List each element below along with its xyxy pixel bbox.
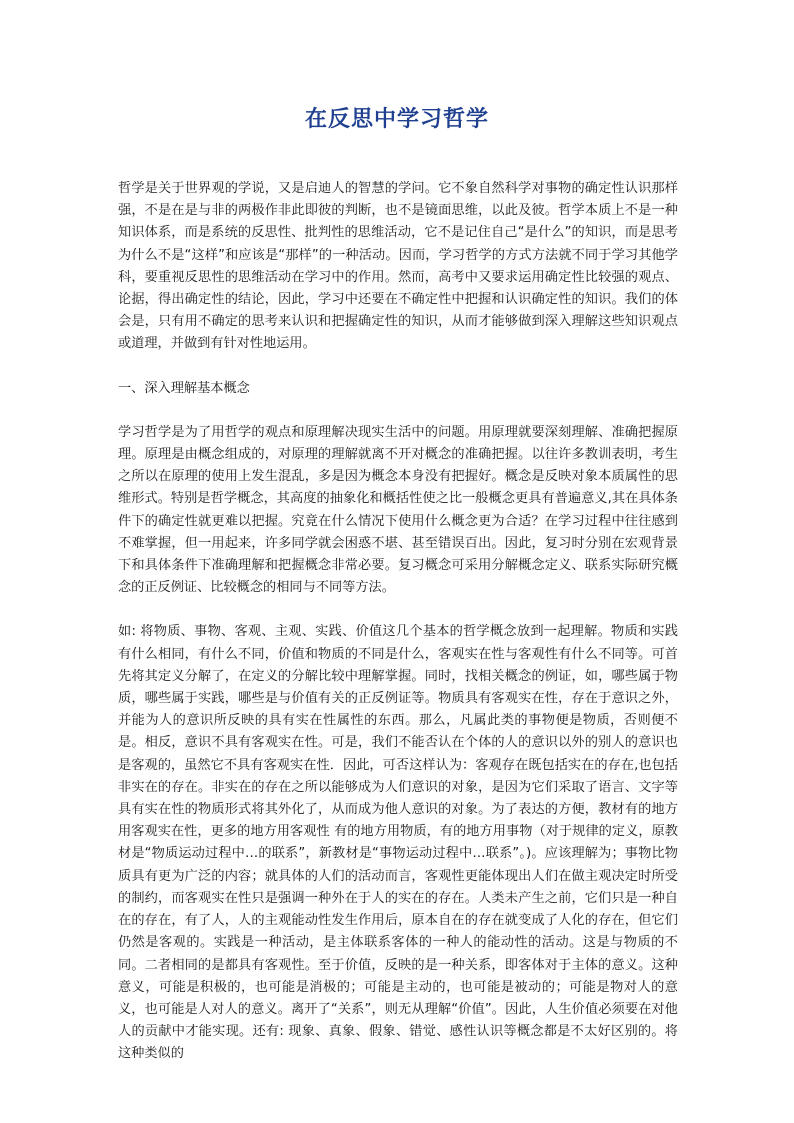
document-title: 在反思中学习哲学 [304,106,489,132]
section1-paragraph-1: 学习哲学是为了用哲学的观点和原理解决现实生活中的问题。用原理就要深刻理解、准确把握原理。原理是由概念组成的，对原理的理解就离不开对概念的准确把握。以往许多教训表明，考生之所以在原理的使用上发生混乱，多是因为概念本身没有把握好。概念是反映对象本质属性的思维形式。特别是哲学概念，其高度的抽象化和概括性使之比一般概念更具有普遍意义,其在具体条件下的确定性就更难以把握。究竟在什么情况下使用什么概念更为合适？在学习过程中往往感到不难掌握，但一用起来，许多同学就会困惑不堪、甚至错误百出。因此，复习时分别在宏观背景下和具体条件下准确理解和把握概念非常必要。复习概念可采用分解概念定义、联系实际研究概念的正反例证、比较概念的相同与不同等方法。 [118,424,678,596]
intro-paragraph: 哲学是关于世界观的学说，又是启迪人的智慧的学问。它不象自然科学对事物的确定性认识那样强，不是在是与非的两极作非此即彼的判断，也不是镜面思维，以此及彼。哲学本质上不是一种知识体系，而是系统的反思性、批判性的思维活动，它不是记住自己“是什么”的知识，而是思考为什么不是“这样”和应该是“那样”的一种活动。因而，学习哲学的方式方法就不同于学习其他学科，要重视反思性的思维活动在学习中的作用。然而，高考中又要求运用确定性比较强的观点、论据，得出确定性的结论，因此，学习中还要在不确定性中把握和认识确定性的知识。我们的体会是，只有用不确定的思考来认识和把握确定性的知识，从而才能够做到深入理解这些知识观点或道理，并做到有针对性地运用。 [118,181,678,352]
section1-paragraph-2: 如: 将物质、事物、客观、主观、实践、价值这几个基本的哲学概念放到一起理解。物质和实践有什么相同，有什么不同，价值和物质的不同是什么，客观实在性与客观性有什么不同等。可首先将其定义分解了，在定义的分解比较中理解掌握。同时，找相关概念的例证，如，哪些属于物质，哪些属于实践，哪些是与价值有关的正反例证等。物质具有客观实在性，存在于意识之外，并能为人的意识所反映的具有实在性属性的东西。那么，凡属此类的事物便是物质，否则便不是。相反，意识不具有客观实在性。可是，我们不能否认在个体的人的意识以外的别人的意识也是客观的，虽然它不具有客观实在性．因此，可否这样认为：客观存在既包括实在的存在,也包括非实在的存在。非实在的存在之所以能够成为人们意识的对象，是因为它们采取了语言、文字等具有实在性的物质形式将其外化了，从而成为他人意识的对象。为了表达的方便，教材有的地方用客观实在性，更多的地方用客观性 有的地方用物质，有的地方用事物（对于规律的定义，原教材是“物质运动过程中…的联系”，新教材是“事物运动过程中…联系”。)。应该理解为；事物比物质具有更为广泛的内容；就具体的人们的活动而言，客观性更能体现出人们在做主观决定时所受的制约，而客观实在性只是强调一种外在于人的实在的存在。人类未产生之前，它们只是一种自在的存在，有了人，人的主观能动性发生作用后，原本自在的存在就变成了人化的存在，但它们仍然是客观的。实践是一种活动，是主体联系客体的一种人的能动性的活动。这是与物质的不同。二者相同的是都具有客观性。至于价值，反映的是一种关系，即客体对于主体的意义。这种意义，可能是积极的，也可能是消极的；可能是主动的，也可能是被动的；可能是物对人的意义，也可能是人对人的意义。离开了“关系”，则无从理解“价值”。因此，人生价值必须要在对他人的贡献中才能实现。还有: 现象、真象、假象、错觉、感性认识等概念都是不太好区别的。将这种类似的 [118,624,678,1062]
section-heading: 一、深入理解基本概念 [118,380,250,396]
document-body [118,178,678,1088]
